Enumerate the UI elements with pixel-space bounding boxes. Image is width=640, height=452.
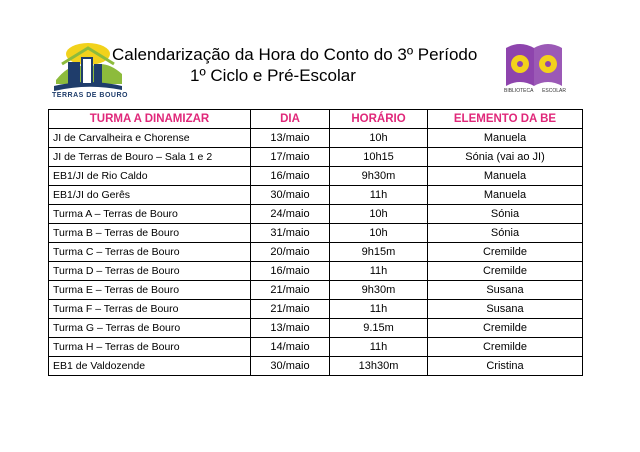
cell-class: Turma D – Terras de Bouro	[49, 262, 251, 281]
cell-class: Turma G – Terras de Bouro	[49, 319, 251, 338]
cell-class: Turma B – Terras de Bouro	[49, 224, 251, 243]
cell-time: 10h	[330, 129, 428, 148]
header-class: TURMA A DINAMIZAR	[49, 110, 251, 129]
municipality-logo-text: TERRAS DE BOURO	[52, 92, 128, 99]
cell-class: JI de Terras de Bouro – Sala 1 e 2	[49, 148, 251, 167]
cell-day: 21/maio	[251, 300, 330, 319]
cell-time: 10h	[330, 205, 428, 224]
table-row	[49, 338, 583, 357]
table-row	[49, 319, 583, 338]
table-row	[49, 262, 583, 281]
table-row	[49, 148, 583, 167]
cell-be-member: Cremilde	[428, 319, 583, 338]
cell-class: EB1/JI do Gerês	[49, 186, 251, 205]
cell-be-member: Manuela	[428, 186, 583, 205]
cell-time: 9.15m	[330, 319, 428, 338]
cell-be-member: Manuela	[428, 167, 583, 186]
cell-be-member: Sónia (vai ao JI)	[428, 148, 583, 167]
cell-day: 30/maio	[251, 357, 330, 376]
cell-class: Turma H – Terras de Bouro	[49, 338, 251, 357]
cell-be-member: Susana	[428, 281, 583, 300]
cell-be-member: Cremilde	[428, 262, 583, 281]
cell-class: EB1 de Valdozende	[49, 357, 251, 376]
cell-day: 31/maio	[251, 224, 330, 243]
cell-time: 10h	[330, 224, 428, 243]
cell-day: 16/maio	[251, 262, 330, 281]
cell-time: 9h30m	[330, 167, 428, 186]
table-row	[49, 186, 583, 205]
cell-day: 20/maio	[251, 243, 330, 262]
cell-be-member: Sónia	[428, 205, 583, 224]
cell-be-member: Sónia	[428, 224, 583, 243]
cell-time: 10h15	[330, 148, 428, 167]
cell-time: 9h15m	[330, 243, 428, 262]
table-row	[49, 205, 583, 224]
table-header-row	[49, 110, 583, 129]
cell-time: 11h	[330, 300, 428, 319]
cell-day: 21/maio	[251, 281, 330, 300]
title-line-1: Calendarização da Hora do Conto do 3º Período	[112, 45, 478, 64]
cell-be-member: Manuela	[428, 129, 583, 148]
cell-class: Turma C – Terras de Bouro	[49, 243, 251, 262]
cell-time: 11h	[330, 262, 428, 281]
cell-day: 14/maio	[251, 338, 330, 357]
cell-class: Turma A – Terras de Bouro	[49, 205, 251, 224]
header-be-member: ELEMENTO DA BE	[428, 110, 583, 129]
cell-time: 11h	[330, 186, 428, 205]
cell-day: 13/maio	[251, 319, 330, 338]
open-book-icon	[504, 40, 564, 88]
cell-day: 30/maio	[251, 186, 330, 205]
library-logo-text-right: ESCOLAR	[542, 88, 566, 94]
cell-class: Turma F – Terras de Bouro	[49, 300, 251, 319]
cell-time: 11h	[330, 338, 428, 357]
library-logo-text-left: BIBLIOTECA	[504, 88, 534, 94]
cell-be-member: Cristina	[428, 357, 583, 376]
page-title	[110, 44, 510, 86]
cell-time: 13h30m	[330, 357, 428, 376]
cell-be-member: Cremilde	[428, 243, 583, 262]
table-row	[49, 243, 583, 262]
cell-class: EB1/JI de Rio Caldo	[49, 167, 251, 186]
cell-be-member: Susana	[428, 300, 583, 319]
header-time: HORÁRIO	[330, 110, 428, 129]
schedule-table	[48, 109, 583, 376]
title-line-2: 1º Ciclo e Pré-Escolar	[190, 66, 356, 85]
cell-day: 13/maio	[251, 129, 330, 148]
table-row	[49, 357, 583, 376]
cell-day: 17/maio	[251, 148, 330, 167]
table-row	[49, 281, 583, 300]
cell-day: 24/maio	[251, 205, 330, 224]
table-row	[49, 224, 583, 243]
cell-class: JI de Carvalheira e Chorense	[49, 129, 251, 148]
cell-be-member: Cremilde	[428, 338, 583, 357]
table-row	[49, 129, 583, 148]
header-day: DIA	[251, 110, 330, 129]
cell-class: Turma E – Terras de Bouro	[49, 281, 251, 300]
table-row	[49, 300, 583, 319]
table-row	[49, 167, 583, 186]
library-logo-text	[504, 88, 566, 94]
cell-time: 9h30m	[330, 281, 428, 300]
cell-day: 16/maio	[251, 167, 330, 186]
